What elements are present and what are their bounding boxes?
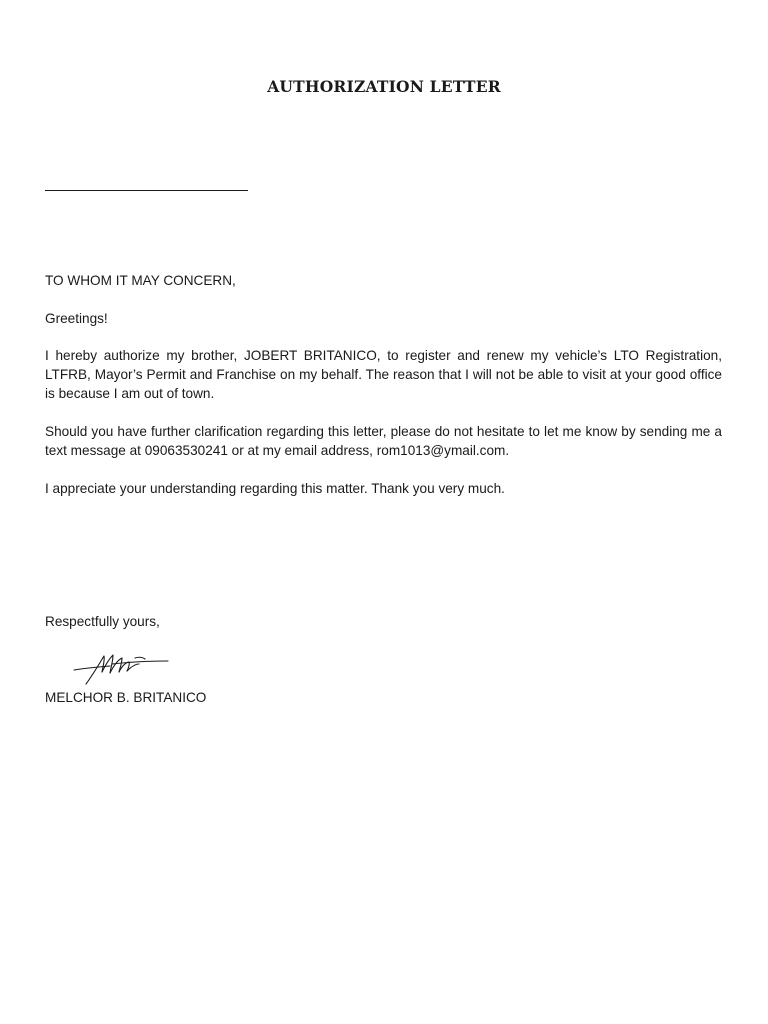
body-paragraph-authorization: I hereby authorize my brother, JOBERT BRITANICO, to register and renew my vehicle’s LTO Registration, LTFRB, Mayor’s Permit and Franchise on my behalf. The reason that I will not be able to visit at your good office is because I am out of town. — [45, 348, 722, 401]
date-blank-line — [45, 190, 248, 191]
signer-name: MELCHOR B. BRITANICO — [45, 690, 207, 705]
closing: Respectfully yours, — [45, 614, 160, 629]
body-paragraph-contact: Should you have further clarification regarding this letter, please do not hesitate to let me know by sending me a text message at 09063530241 or at my email address, rom1013@ymail.com. — [45, 424, 722, 458]
body-paragraph-thanks: I appreciate your understanding regarding this matter. Thank you very much. — [45, 481, 505, 496]
greeting: Greetings! — [45, 311, 108, 326]
handwritten-signature-icon — [72, 650, 172, 688]
salutation: TO WHOM IT MAY CONCERN, — [45, 273, 236, 288]
letter-title: AUTHORIZATION LETTER — [267, 77, 501, 96]
